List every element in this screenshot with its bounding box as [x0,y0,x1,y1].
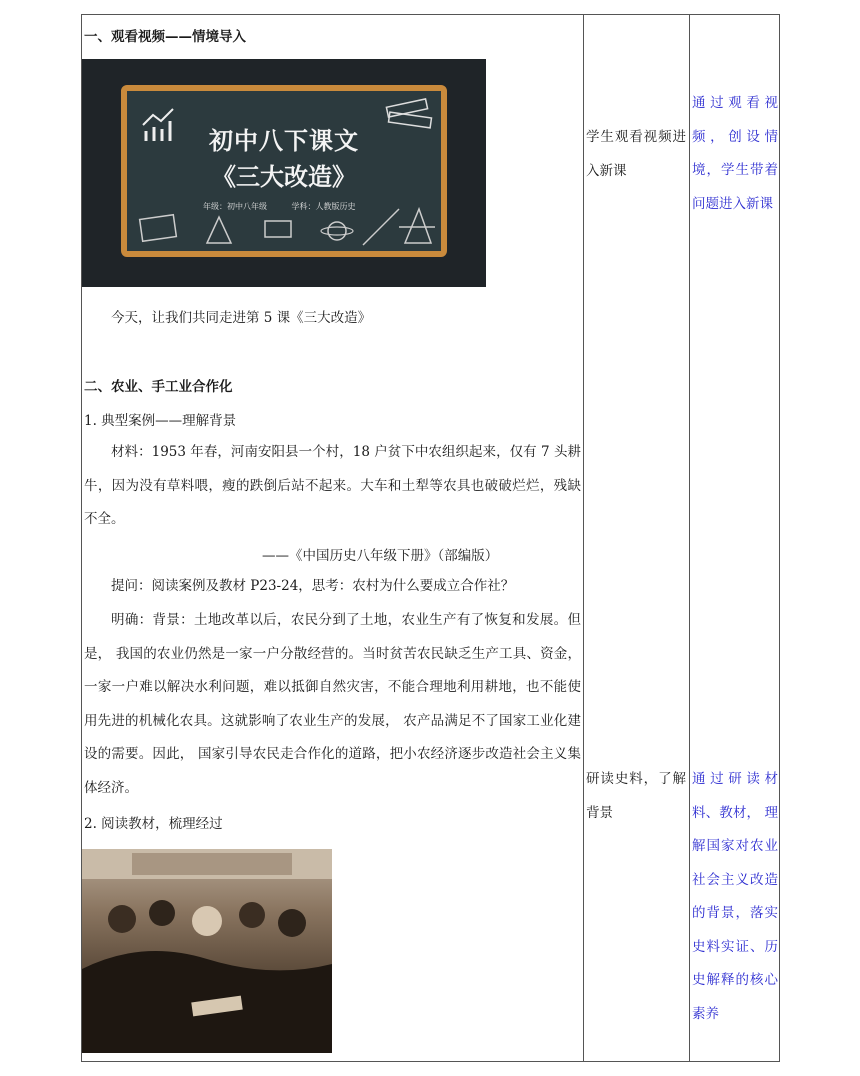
design-intent-column [689,15,781,1061]
design-intent-2: 通过研读材料、教材， 理解国家对农业社会主义改造的背景，落实史料实证、历史解释的核心素养 [692,771,778,1022]
section1-heading: 一、观看视频——情境导入 [84,29,246,45]
item2-label: 2. 阅读教材，梳理经过 [84,816,223,832]
student-activity-2: 研读史料，了解背景 [586,771,686,821]
item1-label: 1. 典型案例——理解背景 [84,413,237,429]
section2-heading: 二、农业、手工业合作化 [84,379,233,395]
student-activity-column [584,15,688,1061]
material-paragraph: 材料：1953 年春，河南安阳县一个村，18 户贫下中农组织起来，仅有 7 头耕牛，因为没有草料喂，瘦的跌倒后站不起来。大车和土犁等农具也破破烂烂，残缺不全。 [84,444,581,527]
video-thumbnail[interactable] [82,59,486,287]
question-paragraph: 提问：阅读案例及教材 P23-24，思考：农村为什么要成立合作社？ [111,578,515,594]
video-subtitle: 《三大改造》 [212,163,356,191]
answer-paragraph: 明确：背景：土地改革以后，农民分到了土地，农业生产有了恢复和发展。但是， 我国的农业仍然是一家一户分散经营的。当时贫苦农民缺乏生产工具、资金， 一家一户难以解决水利问题，难以抵御自然灾害，不能合理地利用耕地，也不能使用先进的机械化农具。这就影响了农业生产的发展， 农产品满足不了国家工业化建设的需要。因此， 国家引导农民走合作化的道路，把小农经济逐步改造社会主义集体经济。 [84,612,581,796]
lesson-plan-table [81,14,780,1062]
doodle-icons [137,203,437,251]
teaching-content-column [82,15,583,1061]
crowd-photo-image [82,849,332,1053]
student-activity-1: 学生观看视频进入新课 [586,129,686,179]
intro-text: 今天，让我们共同走进第 5 课《三大改造》 [111,310,372,326]
material-citation: ——《中国历史八年级下册》（部编版） [262,548,499,564]
historical-photo [82,849,332,1053]
chalkboard [121,85,447,257]
design-intent-1: 通过观看视频，创设情境，学生带着问题进入新课 [692,95,778,212]
video-title: 初中八下课文 [209,127,359,155]
video-subject: 学科：人教版历史 [291,202,356,211]
video-grade: 年级：初中八年级 [203,202,267,211]
